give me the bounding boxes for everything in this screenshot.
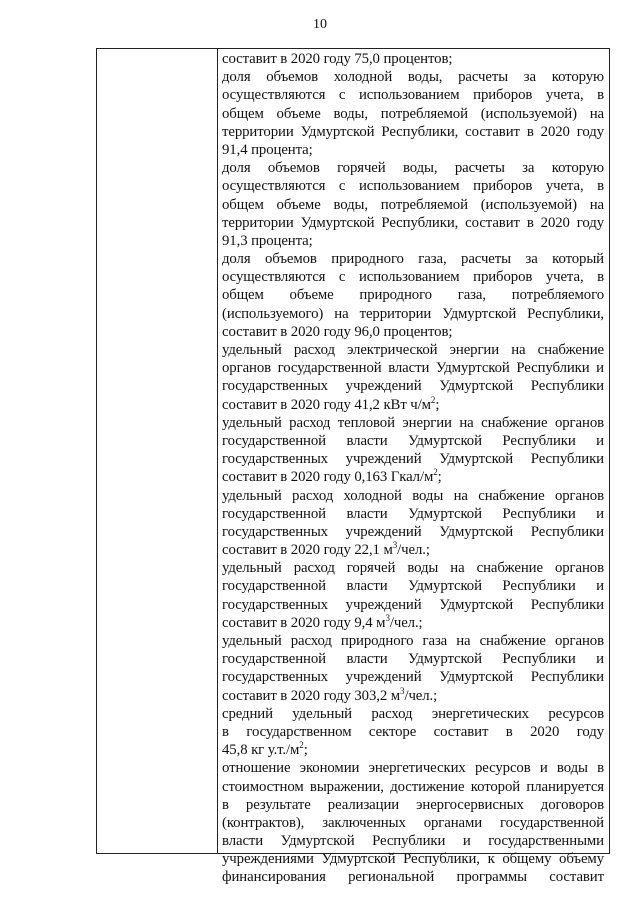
text-line: органов государственной власти Удмуртской Республики и: [222, 360, 604, 377]
line-text: составит в 2020 году 0,163 Гкал/м: [222, 469, 434, 486]
text-line: 91,4 процента;: [222, 141, 313, 158]
unit-exponent: 3: [400, 685, 405, 696]
text-line: 91,3 процента;: [222, 232, 313, 249]
line-tail: ;: [435, 396, 440, 413]
paragraph: [222, 50, 604, 68]
text-line: удельный расход холодной воды на снабжение органов: [222, 487, 604, 504]
text-line: удельный расход электрической энергии на снабжение: [222, 342, 604, 358]
text-line: государственных учреждений Удмуртской Республики: [222, 523, 604, 540]
text-line: (используемого) на территории Удмуртской Республики,: [222, 305, 604, 322]
text-line: осуществляются с использованием приборов учета, в: [222, 269, 604, 286]
line-tail: /чел.;: [397, 542, 430, 559]
line-tail: /чел.;: [389, 614, 423, 631]
text-line: [222, 687, 604, 705]
paragraph: [222, 68, 604, 159]
text-line: осуществляются с использованием приборов учета, в: [222, 87, 604, 104]
text-line: государственных учреждений Удмуртской Республики: [222, 669, 604, 686]
paragraph: [222, 414, 604, 487]
text-line: государственных учреждений Удмуртской Республики: [222, 451, 604, 468]
text-line: [222, 468, 604, 486]
text-line: доля объемов горячей воды, расчеты за которую: [222, 160, 604, 177]
line-tail: ;: [303, 742, 308, 759]
unit-exponent: 2: [430, 394, 436, 405]
text-line: общем объеме природного газа, потребляемого: [222, 287, 604, 304]
table: [96, 48, 610, 886]
text-line: [222, 614, 604, 632]
line-tail: ;: [437, 469, 442, 486]
line-tail: /чел.;: [404, 687, 438, 704]
text-line: в государственном секторе составит в 2020 году: [222, 723, 604, 740]
text-line: доля объемов холодной воды, расчеты за которую: [222, 69, 604, 86]
text-line: (контрактов), заключенных органами государственной: [222, 814, 604, 831]
text-line: стоимостном выражении, достижение которой планируется: [222, 778, 604, 795]
line-text: составит в 2020 году 303,2 м: [222, 687, 401, 704]
line-text: 45,8 кг у.т./м: [222, 742, 300, 759]
line-text: составит в 2020 году 9,4 м: [222, 614, 386, 631]
paragraph: [222, 487, 604, 560]
line-text: составит в 2020 году 22,1 м: [222, 542, 393, 559]
table-left-column: [97, 49, 218, 853]
text-line: составит в 2020 году 75,0 процентов;: [222, 51, 453, 67]
text-line: государственной власти Удмуртской Республики и: [222, 651, 604, 668]
text-line: [222, 541, 604, 559]
text-line: осуществляются с использованием приборов учета, в: [222, 178, 604, 195]
text-line: удельный расход горячей воды на снабжение органов: [222, 560, 604, 577]
text-line: общем объеме воды, потребляемой (используемой) на: [222, 196, 604, 213]
text-line: составит в 2020 году 96,0 процентов;: [222, 323, 453, 340]
paragraph: [222, 159, 604, 250]
paragraph: [222, 250, 604, 341]
text-line: доля объемов природного газа, расчеты за который: [222, 251, 604, 268]
text-line: финансирования региональной программы составит: [222, 869, 604, 886]
unit-exponent: 3: [385, 612, 390, 623]
text-line: государственной власти Удмуртской Республики и: [222, 432, 604, 449]
paragraph: [222, 632, 604, 705]
text-line: территории Удмуртской Республики, составит в 2020 году: [222, 123, 604, 140]
unit-exponent: 3: [392, 540, 398, 551]
text-line: государственной власти Удмуртской Республики и: [222, 578, 604, 595]
paragraph: [222, 559, 604, 632]
table-right-column: [218, 49, 609, 886]
page-number: 10: [313, 17, 327, 32]
text-line: государственных учреждений Удмуртской Республики: [222, 596, 604, 613]
paragraph: [222, 705, 604, 760]
text-line: государственных учреждений Удмуртской Республики: [222, 378, 604, 395]
paragraph: [222, 759, 604, 886]
text-line: государственной власти Удмуртской Республики и: [222, 505, 604, 522]
text-line: в результате реализации энергосервисных договоров: [222, 796, 604, 813]
text-line: удельный расход тепловой энергии на снабжение органов: [222, 414, 604, 431]
text-line: средний удельный расход энергетических ресурсов: [222, 705, 604, 722]
line-text: составит в 2020 году 41,2 кВт ч/м: [222, 396, 431, 413]
text-line: территории Удмуртской Республики, составит в 2020 году: [222, 214, 604, 231]
text-line: отношение экономии энергетических ресурсов и воды в: [222, 760, 604, 777]
unit-exponent: 2: [433, 467, 438, 478]
text-line: [222, 396, 604, 414]
unit-exponent: 2: [299, 740, 304, 751]
text-line: общем объеме воды, потребляемой (используемой) на: [222, 105, 604, 122]
text-line: [222, 741, 604, 759]
text-line: учреждениями Удмуртской Республики, к общему объему: [222, 851, 604, 868]
paragraph: [222, 341, 604, 414]
text-line: власти Удмуртской Республики и государственными: [222, 833, 604, 850]
text-line: удельный расход природного газа на снабжение органов: [222, 633, 604, 649]
